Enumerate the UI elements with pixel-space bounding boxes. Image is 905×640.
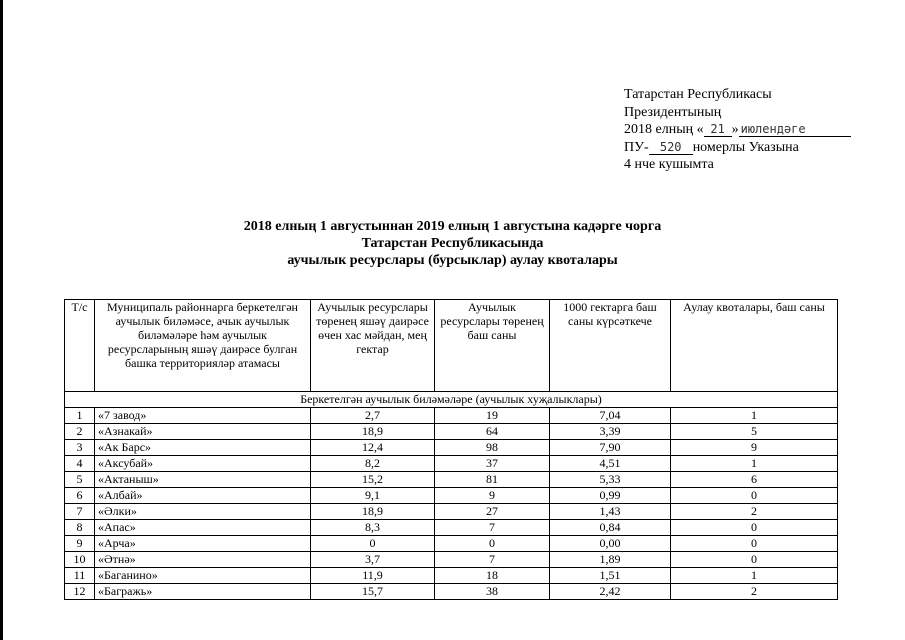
cell-index: 7	[65, 504, 95, 520]
table-row	[65, 536, 838, 552]
cell-area: 15,7	[311, 584, 435, 600]
cell-name: «Әлки»	[95, 504, 311, 520]
cell-index: 2	[65, 424, 95, 440]
cell-area: 18,9	[311, 424, 435, 440]
cell-count: 81	[435, 472, 550, 488]
header-line-4	[624, 139, 851, 157]
col-header-name: Муниципаль районнарга беркетелгән аучылык биләмәсе, ачык аучылык биләмәләре һәм аучылык ресурсларының яшәү даирәсе булган башка территорияләр атамасы	[95, 300, 311, 392]
cell-name: «Апас»	[95, 520, 311, 536]
cell-area: 15,2	[311, 472, 435, 488]
cell-index: 1	[65, 408, 95, 424]
table-row	[65, 568, 838, 584]
cell-index: 6	[65, 488, 95, 504]
decree-number: 520	[649, 141, 693, 155]
date-day: 21	[704, 123, 732, 137]
table-row	[65, 488, 838, 504]
cell-quota: 0	[671, 536, 838, 552]
cell-density: 1,51	[550, 568, 671, 584]
cell-count: 0	[435, 536, 550, 552]
header-line-3	[624, 121, 851, 139]
cell-count: 98	[435, 440, 550, 456]
cell-area: 12,4	[311, 440, 435, 456]
title-line-2: Татарстан Республикасында	[361, 236, 544, 251]
cell-quota: 5	[671, 424, 838, 440]
col-header-index: Т/с	[65, 300, 95, 392]
table-row	[65, 440, 838, 456]
cell-name: «Ак Барс»	[95, 440, 311, 456]
cell-density: 2,42	[550, 584, 671, 600]
title-line-1: 2018 елның 1 августыннан 2019 елның 1 августына кадәрге чорга	[243, 219, 662, 234]
page-edge	[0, 0, 3, 640]
cell-density: 5,33	[550, 472, 671, 488]
title-line-3: аучылык ресурслары (бурсыклар) аулау квоталары	[287, 253, 618, 268]
cell-index: 8	[65, 520, 95, 536]
table-row	[65, 424, 838, 440]
header-line-1: Татарстан Республикасы	[624, 87, 772, 102]
cell-name: «Актаныш»	[95, 472, 311, 488]
table-row	[65, 456, 838, 472]
cell-name: «Албай»	[95, 488, 311, 504]
cell-name: «Баганино»	[95, 568, 311, 584]
cell-density: 1,43	[550, 504, 671, 520]
table-row	[65, 472, 838, 488]
cell-area: 0	[311, 536, 435, 552]
col-header-count: Аучылык ресурслары төренең баш саны	[435, 300, 550, 392]
cell-name: «Багражь»	[95, 584, 311, 600]
header-line-5: 4 нче кушымта	[624, 157, 714, 172]
cell-count: 19	[435, 408, 550, 424]
cell-count: 18	[435, 568, 550, 584]
cell-density: 0,84	[550, 520, 671, 536]
cell-count: 7	[435, 552, 550, 568]
cell-count: 9	[435, 488, 550, 504]
cell-quota: 1	[671, 408, 838, 424]
cell-density: 7,04	[550, 408, 671, 424]
cell-count: 37	[435, 456, 550, 472]
cell-density: 1,89	[550, 552, 671, 568]
cell-quota: 0	[671, 552, 838, 568]
cell-name: «Әтнә»	[95, 552, 311, 568]
table-row	[65, 408, 838, 424]
cell-quota: 1	[671, 568, 838, 584]
cell-count: 7	[435, 520, 550, 536]
cell-index: 4	[65, 456, 95, 472]
cell-quota: 6	[671, 472, 838, 488]
cell-name: «Арча»	[95, 536, 311, 552]
cell-index: 5	[65, 472, 95, 488]
quota-table	[64, 299, 838, 600]
cell-count: 38	[435, 584, 550, 600]
cell-count: 27	[435, 504, 550, 520]
cell-quota: 2	[671, 584, 838, 600]
col-header-quota: Аулау квоталары, баш саны	[671, 300, 838, 392]
cell-density: 4,51	[550, 456, 671, 472]
table-row	[65, 504, 838, 520]
col-header-density: 1000 гектарга баш саны күрсәткече	[550, 300, 671, 392]
section-row	[65, 392, 838, 408]
cell-density: 0,00	[550, 536, 671, 552]
cell-index: 9	[65, 536, 95, 552]
cell-quota: 2	[671, 504, 838, 520]
cell-name: «7 завод»	[95, 408, 311, 424]
cell-index: 12	[65, 584, 95, 600]
decree-prefix: ПУ-	[624, 139, 649, 155]
cell-area: 8,3	[311, 520, 435, 536]
decree-suffix: номерлы Указына	[692, 139, 799, 155]
cell-quota: 1	[671, 456, 838, 472]
table-row	[65, 520, 838, 536]
cell-density: 3,39	[550, 424, 671, 440]
cell-area: 2,7	[311, 408, 435, 424]
col-header-area: Аучылык ресурслары төренең яшәү даирәсе өчен хас мәйдан, мең гектар	[311, 300, 435, 392]
date-month: июлендәге	[739, 123, 851, 137]
document-header	[624, 86, 851, 174]
cell-index: 11	[65, 568, 95, 584]
cell-area: 8,2	[311, 456, 435, 472]
header-line-2: Президентының	[624, 104, 722, 120]
cell-density: 7,90	[550, 440, 671, 456]
section-label: Беркетелгән аучылык биләмәләре (аучылык хуҗалыклары)	[65, 392, 838, 408]
cell-index: 3	[65, 440, 95, 456]
cell-area: 11,9	[311, 568, 435, 584]
cell-area: 18,9	[311, 504, 435, 520]
cell-quota: 0	[671, 520, 838, 536]
table-header-row	[65, 300, 838, 392]
cell-area: 9,1	[311, 488, 435, 504]
cell-quota: 0	[671, 488, 838, 504]
table-row	[65, 552, 838, 568]
cell-density: 0,99	[550, 488, 671, 504]
cell-index: 10	[65, 552, 95, 568]
cell-area: 3,7	[311, 552, 435, 568]
document-title	[0, 218, 905, 269]
date-mid: »	[731, 122, 739, 137]
cell-name: «Аксубай»	[95, 456, 311, 472]
cell-name: «Азнакай»	[95, 424, 311, 440]
cell-count: 64	[435, 424, 550, 440]
date-prefix: 2018 елның «	[624, 122, 704, 137]
table-row	[65, 584, 838, 600]
cell-quota: 9	[671, 440, 838, 456]
